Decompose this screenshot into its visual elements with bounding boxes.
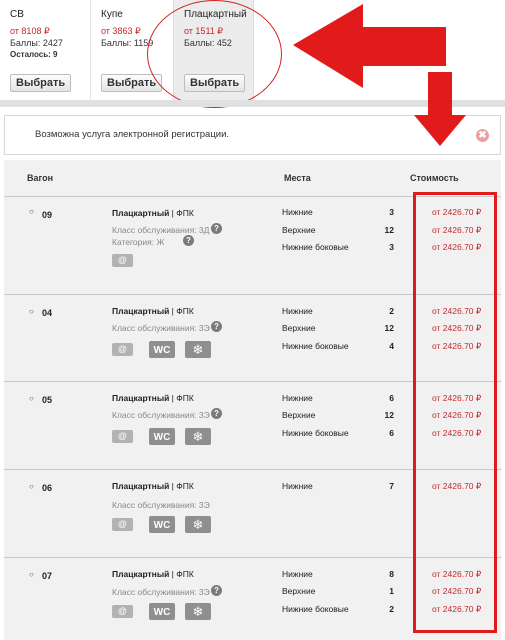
seat-count: 6	[389, 428, 394, 438]
wc-icon: WC	[149, 428, 175, 445]
e-registration-icon: @	[112, 254, 133, 267]
seat-count: 12	[384, 323, 394, 333]
header-seats: Места	[284, 173, 311, 183]
divider-bar	[0, 100, 505, 107]
help-icon[interactable]: ?	[183, 235, 194, 246]
highlight-ellipse	[147, 0, 282, 108]
service-class: Класс обслуживания: 3Э	[112, 500, 210, 510]
class-price: от 8108 ₽	[10, 26, 50, 36]
wagon-category: Категория: Ж	[112, 237, 165, 247]
seat-label: Верхние	[282, 586, 316, 596]
class-name: Купе	[101, 9, 123, 20]
help-icon[interactable]: ?	[211, 223, 222, 234]
price-highlight-box	[413, 192, 497, 633]
wagon-number: 06	[42, 483, 53, 493]
service-class: Класс обслуживания: 3Э	[112, 410, 210, 420]
class-name: Плацкартный	[184, 9, 247, 20]
class-name: СВ	[10, 9, 24, 20]
wagon-type: Плацкартный | ФПК	[112, 481, 194, 491]
wagon-type: Плацкартный | ФПК	[112, 208, 194, 218]
select-kupe-button[interactable]: Выбрать	[101, 74, 162, 92]
seat-price: от 2426.70 ₽	[432, 428, 482, 438]
seat-price: от 2426.70 ₽	[432, 225, 482, 235]
help-icon[interactable]: ?	[211, 408, 222, 419]
select-sv-button[interactable]: Выбрать	[10, 74, 71, 92]
class-points: Баллы: 1159	[101, 38, 154, 48]
air-conditioning-icon: ❄	[185, 516, 211, 533]
seat-price: от 2426.70 ₽	[432, 393, 482, 403]
e-registration-icon: @	[112, 518, 133, 531]
seat-count: 1	[389, 586, 394, 596]
close-icon[interactable]: ✖	[476, 129, 489, 142]
help-icon[interactable]: ?	[211, 585, 222, 596]
notice-text: Возможна услуга электронной регистрации.	[35, 129, 230, 140]
help-icon[interactable]: ?	[211, 321, 222, 332]
seat-label: Нижние боковые	[282, 604, 349, 614]
seat-label: Нижние боковые	[282, 428, 349, 438]
seat-price: от 2426.70 ₽	[432, 569, 482, 579]
seat-price: от 2426.70 ₽	[432, 306, 482, 316]
header-wagon: Вагон	[27, 173, 54, 183]
radio-button[interactable]: ○	[29, 570, 34, 579]
class-seats-left: Осталось: 9	[10, 50, 58, 59]
seat-count: 12	[384, 410, 394, 420]
radio-button[interactable]: ○	[29, 207, 34, 216]
air-conditioning-icon: ❄	[185, 341, 211, 358]
wagon-type: Плацкартный | ФПК	[112, 569, 194, 579]
seat-label: Нижние боковые	[282, 341, 349, 351]
class-tabs	[0, 0, 505, 100]
seat-count: 8	[389, 569, 394, 579]
wagon-type: Плацкартный | ФПК	[112, 306, 194, 316]
class-points: Баллы: 2427	[10, 38, 63, 48]
seat-count: 6	[389, 393, 394, 403]
wagon-number: 04	[42, 308, 53, 318]
class-price: от 3863 ₽	[101, 26, 141, 36]
seat-label: Верхние	[282, 323, 316, 333]
seat-label: Нижние	[282, 306, 313, 316]
seat-price: от 2426.70 ₽	[432, 242, 482, 252]
seat-count: 12	[384, 225, 394, 235]
seat-price: от 2426.70 ₽	[432, 207, 482, 217]
air-conditioning-icon: ❄	[185, 603, 211, 620]
seat-label: Нижние боковые	[282, 242, 349, 252]
seat-price: от 2426.70 ₽	[432, 410, 482, 420]
air-conditioning-icon: ❄	[185, 428, 211, 445]
wagon-number: 05	[42, 395, 53, 405]
wagon-number: 09	[42, 210, 53, 220]
seat-count: 3	[389, 242, 394, 252]
wc-icon: WC	[149, 516, 175, 533]
seat-price: от 2426.70 ₽	[432, 323, 482, 333]
e-registration-icon: @	[112, 605, 133, 618]
seat-count: 2	[389, 306, 394, 316]
header-cost: Стоимость	[410, 173, 459, 183]
radio-button[interactable]: ○	[29, 394, 34, 403]
seat-price: от 2426.70 ₽	[432, 481, 482, 491]
select-platskart-button[interactable]: Выбрать	[184, 74, 245, 92]
e-registration-icon: @	[112, 343, 133, 356]
wc-icon: WC	[149, 341, 175, 358]
wc-icon: WC	[149, 603, 175, 620]
seat-count: 4	[389, 341, 394, 351]
radio-button[interactable]: ○	[29, 307, 34, 316]
seat-label: Нижние	[282, 569, 313, 579]
seat-price: от 2426.70 ₽	[432, 604, 482, 614]
seat-count: 3	[389, 207, 394, 217]
seat-count: 7	[389, 481, 394, 491]
seat-label: Верхние	[282, 410, 316, 420]
service-class: Класс обслуживания: 3Э	[112, 323, 210, 333]
class-price: от 1511 ₽	[184, 26, 224, 36]
seat-label: Нижние	[282, 481, 313, 491]
class-sv[interactable]	[0, 0, 90, 100]
wagon-number: 07	[42, 571, 53, 581]
class-points: Баллы: 452	[184, 38, 232, 48]
service-class: Класс обслуживания: 3Д	[112, 225, 210, 235]
seat-label: Верхние	[282, 225, 316, 235]
wagon-type: Плацкартный | ФПК	[112, 393, 194, 403]
seat-count: 2	[389, 604, 394, 614]
seat-label: Нижние	[282, 207, 313, 217]
e-registration-notice	[4, 115, 501, 155]
service-class: Класс обслуживания: 3Э	[112, 587, 210, 597]
seat-price: от 2426.70 ₽	[432, 586, 482, 596]
seat-label: Нижние	[282, 393, 313, 403]
e-registration-icon: @	[112, 430, 133, 443]
seat-price: от 2426.70 ₽	[432, 341, 482, 351]
radio-button[interactable]: ○	[29, 482, 34, 491]
